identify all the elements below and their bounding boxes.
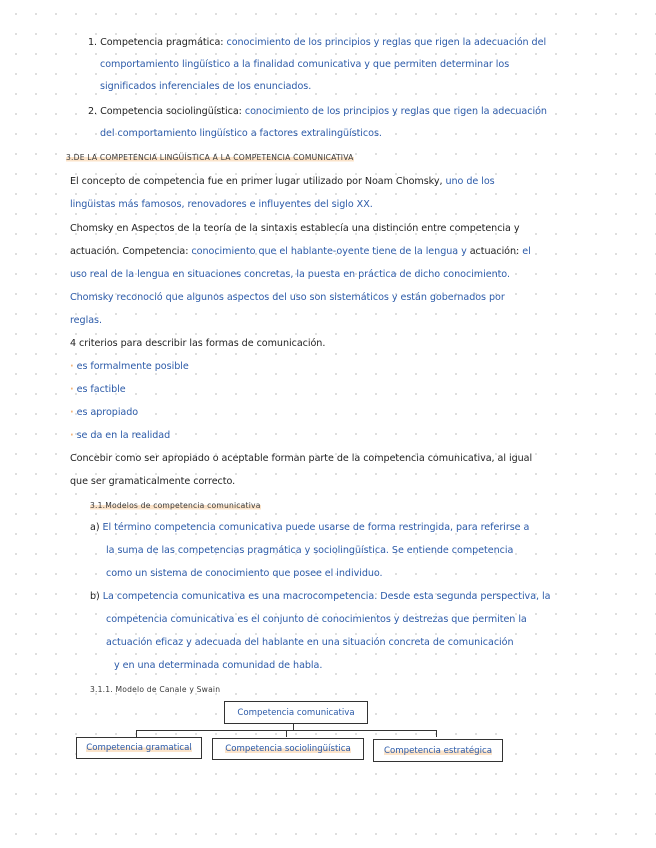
- section-3-1-title: 3.1.Modelos de competencia comunicativa: [90, 501, 261, 510]
- criterio-item: [70, 383, 126, 397]
- item-a-line-2: la suma de las competencias pragmática y sociolingüística. Se entiende competencia: [106, 545, 514, 556]
- item-a-text: El término competencia comunicativa puede usarse de forma restringida, para referirse a: [102, 522, 530, 533]
- competencia-sociolinguistica-line-2: del comportamiento lingüístico a factores extralingüísticos.: [100, 128, 382, 139]
- criterio-item: [70, 360, 189, 374]
- item-b-line-2: competencia comunicativa es el conjunto de conocimientos y destrezas que permiten la: [106, 614, 527, 625]
- competencia-pragmatica-line-3: significados inferenciales de los enunciados.: [100, 81, 312, 92]
- list-number: 2.: [88, 106, 98, 117]
- definition-text: conocimiento de los principios y reglas que rigen la adecuación del: [226, 37, 547, 48]
- actuacion-label: actuación. Competencia:: [70, 246, 189, 257]
- item-b-line-3: actuación eficaz y adecuada del hablante en una situación concreta de comunicación: [106, 637, 514, 648]
- section-3-heading: [66, 151, 354, 165]
- competencia-sociolinguistica-line-1: [88, 105, 547, 119]
- criterios-intro: 4 criterios para describir las formas de comunicación.: [70, 338, 326, 349]
- diagram-child-box: [373, 739, 503, 762]
- diagram-connector: [136, 730, 137, 737]
- section-3-1-heading: [90, 499, 261, 513]
- diagram-child-label: Competencia estratégica: [383, 745, 492, 756]
- actuacion-definition-start: el: [522, 246, 531, 257]
- competencia-pragmatica-line-2: comportamiento lingüístico a la finalidad comunicativa y que permiten determinar los: [100, 59, 510, 70]
- chomsky-line-5: uso real de la lengua en situaciones concretas, la puesta en práctica de dicho conocimiento.: [70, 269, 510, 280]
- term-label: Competencia pragmática:: [100, 37, 224, 48]
- item-a-line-3: como un sistema de conocimiento que posee el individuo.: [106, 568, 383, 579]
- term-label: Competencia sociolingüística:: [100, 106, 242, 117]
- section-3-1-1-heading: 3.1.1. Modelo de Canale y Swain: [90, 685, 221, 694]
- chomsky-line-2: lingüistas más famosos, renovadores e influyentes del siglo XX.: [70, 199, 373, 210]
- criterio-text: es factible: [76, 384, 126, 395]
- chomsky-text: El concepto de competencia fue en primer lugar utilizado por Noam Chomsky,: [70, 176, 443, 187]
- criterio-text: es formalmente posible: [76, 361, 189, 372]
- diagram-root-label: Competencia comunicativa: [237, 707, 355, 718]
- bullet-dot-icon: ·: [70, 407, 74, 418]
- diagram-child-box: [212, 738, 364, 760]
- item-b-text: La competencia comunicativa es una macrocompetencia. Desde esta segunda perspectiva, la: [102, 591, 551, 602]
- diagram-child-label: Competencia sociolingüística: [225, 744, 351, 754]
- concepto-line-1: Concebir como ser apropiado o aceptable forman parte de la competencia comunicativa, al igual: [70, 453, 533, 464]
- criterio-text: es apropiado: [76, 407, 139, 418]
- diagram-connector: [286, 730, 287, 737]
- item-b-marker: b): [90, 591, 100, 602]
- criterio-item: [70, 406, 138, 420]
- section-3-title: 3.DE LA COMPETENCIA LINGÜÍSTICA A LA COMPETENCIA COMUNICATIVA: [66, 153, 354, 162]
- chomsky-line-1: [70, 175, 495, 189]
- item-a-marker: a): [90, 522, 100, 533]
- diagram-connector: [436, 730, 437, 737]
- item-b-line-4: y en una determinada comunidad de habla.: [114, 660, 323, 671]
- actuacion-label-2: actuación:: [469, 246, 520, 257]
- item-b-line-1: [90, 590, 550, 604]
- chomsky-line-7: reglas.: [70, 315, 102, 326]
- chomsky-text-blue: uno de los: [445, 176, 495, 187]
- item-a-line-1: [90, 521, 529, 535]
- chomsky-line-4: [70, 245, 531, 259]
- diagram-root-box: [224, 701, 368, 724]
- chomsky-line-6: Chomsky reconoció que algunos aspectos del uso son sistemáticos y están gobernados por: [70, 292, 505, 303]
- diagram-child-box: [76, 737, 202, 759]
- criterio-text: se da en la realidad: [76, 430, 171, 441]
- bullet-dot-icon: ·: [70, 430, 74, 441]
- diagram-connector: [293, 723, 294, 730]
- diagram-child-label: Competencia gramatical: [86, 743, 192, 753]
- competencia-definition: conocimiento que el hablante-oyente tiene de la lengua y: [191, 246, 467, 257]
- chomsky-line-3: Chomsky en Aspectos de la teoría de la sintaxis establecía una distinción entre competencia y: [70, 223, 520, 234]
- competencia-pragmatica-line-1: [88, 36, 546, 50]
- definition-text: conocimiento de los principios y reglas que rigen la adecuación: [244, 106, 547, 117]
- list-number: 1.: [88, 37, 98, 48]
- bullet-dot-icon: ·: [70, 361, 74, 372]
- bullet-dot-icon: ·: [70, 384, 74, 395]
- criterio-item: [70, 429, 170, 443]
- concepto-line-2: que ser gramaticalmente correcto.: [70, 476, 236, 487]
